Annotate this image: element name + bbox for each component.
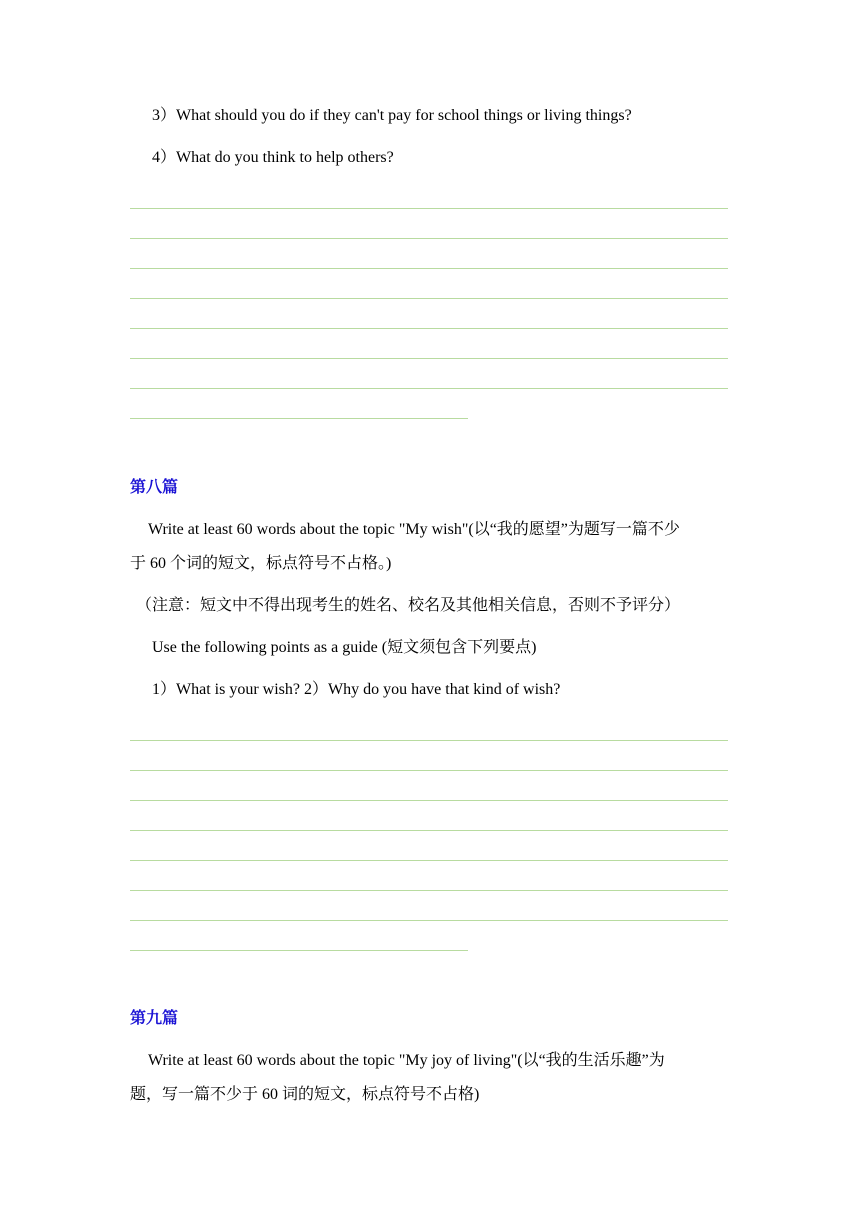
section-8-guide: Use the following points as a guide (短文须包含下列要点) [152,639,537,656]
writing-line [130,418,468,419]
writing-line [130,208,728,209]
writing-line [130,770,728,771]
writing-line [130,950,468,951]
section-8-prompt-line-2: 于 60 个词的短文，标点符号不占格。) [130,555,392,572]
writing-line [130,238,728,239]
writing-line [130,740,728,741]
writing-line [130,890,728,891]
section-9-prompt-line-1: Write at least 60 words about the topic "My joy of living"(以“我的生活乐趣”为 [148,1052,665,1069]
question-3: 3）What should you do if they can't pay for school things or living things? [152,107,632,124]
section-9-prompt-line-2: 题，写一篇不少于 60 词的短文，标点符号不占格) [130,1086,480,1103]
section-8-prompt-line-1: Write at least 60 words about the topic "My wish"(以“我的愿望”为题写一篇不少 [148,521,680,538]
writing-line [130,388,728,389]
section-9-heading: 第九篇 [130,1010,179,1027]
section-8-notice: （注意：短文中不得出现考生的姓名、校名及其他相关信息，否则不予评分） [136,597,681,614]
question-4: 4）What do you think to help others? [152,149,394,166]
writing-line [130,860,728,861]
writing-line [130,920,728,921]
section-8-heading: 第八篇 [130,479,179,496]
writing-line [130,328,728,329]
writing-line [130,800,728,801]
writing-line [130,298,728,299]
writing-line [130,268,728,269]
section-8-points: 1）What is your wish? 2）Why do you have that kind of wish? [152,681,561,698]
writing-line [130,830,728,831]
writing-line [130,358,728,359]
